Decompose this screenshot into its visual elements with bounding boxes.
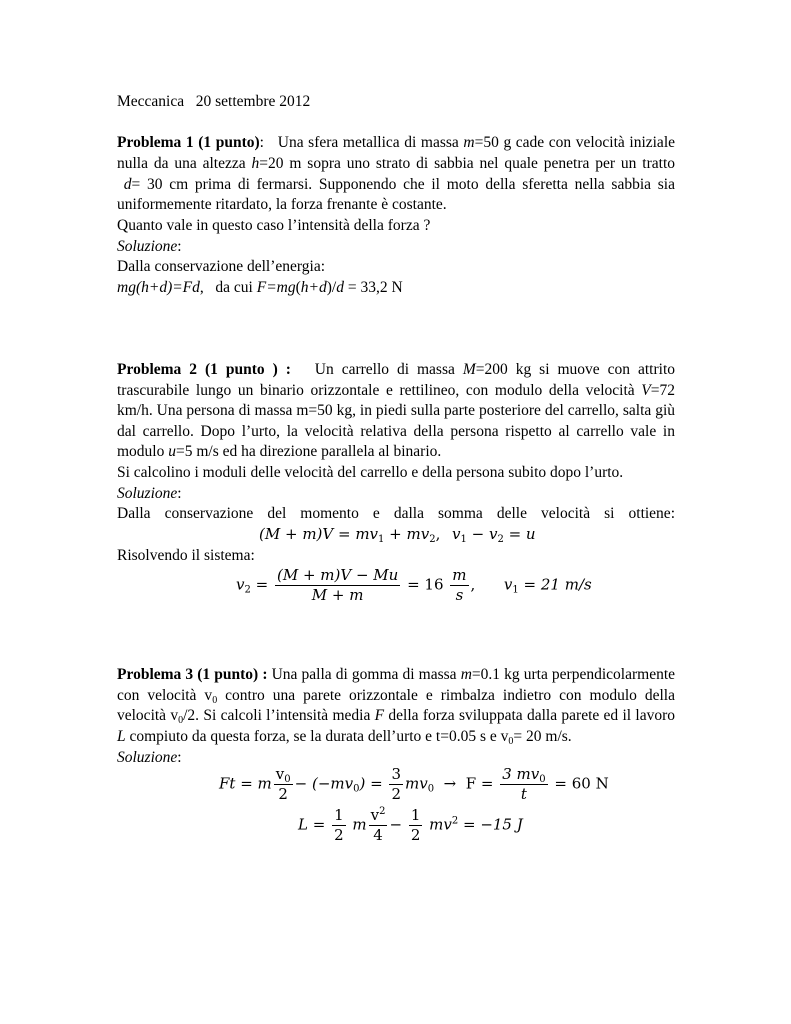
problem-3-solution-label: Soluzione: (117, 749, 182, 766)
problem-2-line-1: Problema 2 (1 punto ) : Un carrello di massa M=200 kg si muove con attrito (117, 361, 675, 378)
problem-2-question: Si calcolino i moduli delle velocità del carrello e della persona subito dopo l’urto. (117, 464, 624, 481)
fraction-velocity: $\frac{(M + m)V - Mu}{M + m}$ (276, 566, 399, 604)
problem-2-line-3: km/h. Una persona di massa m=50 kg, in piedi sulla parte posteriore del carrello, salta giù (117, 402, 675, 419)
header-text: Meccanica 20 settembre 2012 (117, 93, 311, 110)
problem-3-title: Problema 3 (1 punto) : (117, 666, 268, 683)
fraction-force: $\frac{3 mv_0}{t}$ (502, 765, 546, 803)
problem-1-line-1: Problema 1 (1 punto): Una sfera metallica di massa m=50 g cade con velocità iniziale (117, 134, 676, 151)
problem-2-equation-result: $v_2$ = $\frac{(M + m)V - Mu}{M + m}$ = 16 $\frac{m}{s}$ , $v_1 = 21$ m/s (236, 566, 592, 604)
problem-3-line-3: velocità $v_0/2$. Si calcoli l’intensità media F della forza sviluppata dalla parete ed il lavoro (117, 707, 675, 726)
problem-3-line-2: con velocità $v_0$ contro una parete orizzontale e rimbalza indietro con modulo della (117, 687, 675, 706)
problem-2-equation-relative: $v_1 - v_2 = u$ (452, 525, 536, 545)
problem-1-solution-text: Dalla conservazione dell’energia: (117, 258, 326, 275)
fraction-three-halves: $\frac{3}{2}$ (391, 765, 401, 803)
problem-1-title: Problema 1 (1 punto) (117, 134, 260, 151)
fraction-one-half-b: $\frac{1}{2}$ (410, 806, 421, 844)
fraction-velocity-squared: $\frac{v^2}{4}$ (370, 806, 386, 844)
fraction-half-velocity: $\frac{v_0}{2}$ (275, 765, 291, 803)
fraction-unit: $\frac{m}{s}$ (452, 566, 467, 604)
problem-3-equation-force: Ft = m $\frac{v_0}{2}$ − $(-mv_0)$ = $\frac{3}{2}$ $mv_0 \to F$ = $\frac{3 mv_0}{t}$ = 60 N (219, 765, 609, 803)
problem-2-title: Problema 2 (1 punto ) : (117, 361, 291, 378)
problem-2-line-5: modulo u=5 m/s ed ha direzione parallela al binario. (117, 443, 442, 460)
fraction-one-half-a: $\frac{1}{2}$ (334, 806, 344, 844)
problem-1-question: Quanto vale in questo caso l’intensità della forza ? (117, 217, 431, 234)
problem-1-line-3: d= 30 cm prima di fermarsi. Supponendo che il moto della sferetta nella sabbia sia (123, 176, 675, 193)
problem-1-equation: mg(h+d)=Fd, da cui F=mg(h+d)/d = 33,2 N (117, 279, 403, 296)
problem-2-equation-system: $(M + m)V = mv_1 + mv_2$, (259, 525, 441, 545)
problem-2-solution-text: Dalla conservazione del momento e dalla somma delle velocità si ottiene: (117, 505, 675, 522)
problem-1-line-2: nulla da una altezza h=20 m sopra uno strato di sabbia nel quale penetra per un tratto (117, 155, 676, 172)
problem-2-line-4: dal carrello. Dopo l’urto, la velocità relativa della persona rispetto al carrello vale in (117, 423, 675, 440)
problem-2-solve-text: Risolvendo il sistema: (117, 547, 255, 564)
problem-3-line-4: L compiuto da questa forza, se la durata dell’urto e t=0.05 s e $v_0= 20$ m/s. (117, 728, 572, 747)
document-header (117, 92, 675, 113)
problem-1-solution-label: Soluzione: (117, 238, 182, 255)
problem-2-solution-label: Soluzione: (117, 485, 182, 502)
problem-1-line-4: uniformemente ritardato, la forza frenante è costante. (117, 196, 447, 213)
problem-3-line-1: Problema 3 (1 punto) : Una palla di gomma di massa m=0.1 kg urta perpendicolarmente (117, 666, 676, 683)
problem-3-equation-work: L = $\frac{1}{2}$ m $\frac{v^2}{4}$ − $\frac{1}{2}$ $mv^2 = -15$ J (298, 806, 523, 844)
problem-2-line-2: trascurabile lungo un binario orizzontale e rettilineo, con modulo della velocità V=72 (117, 382, 675, 399)
